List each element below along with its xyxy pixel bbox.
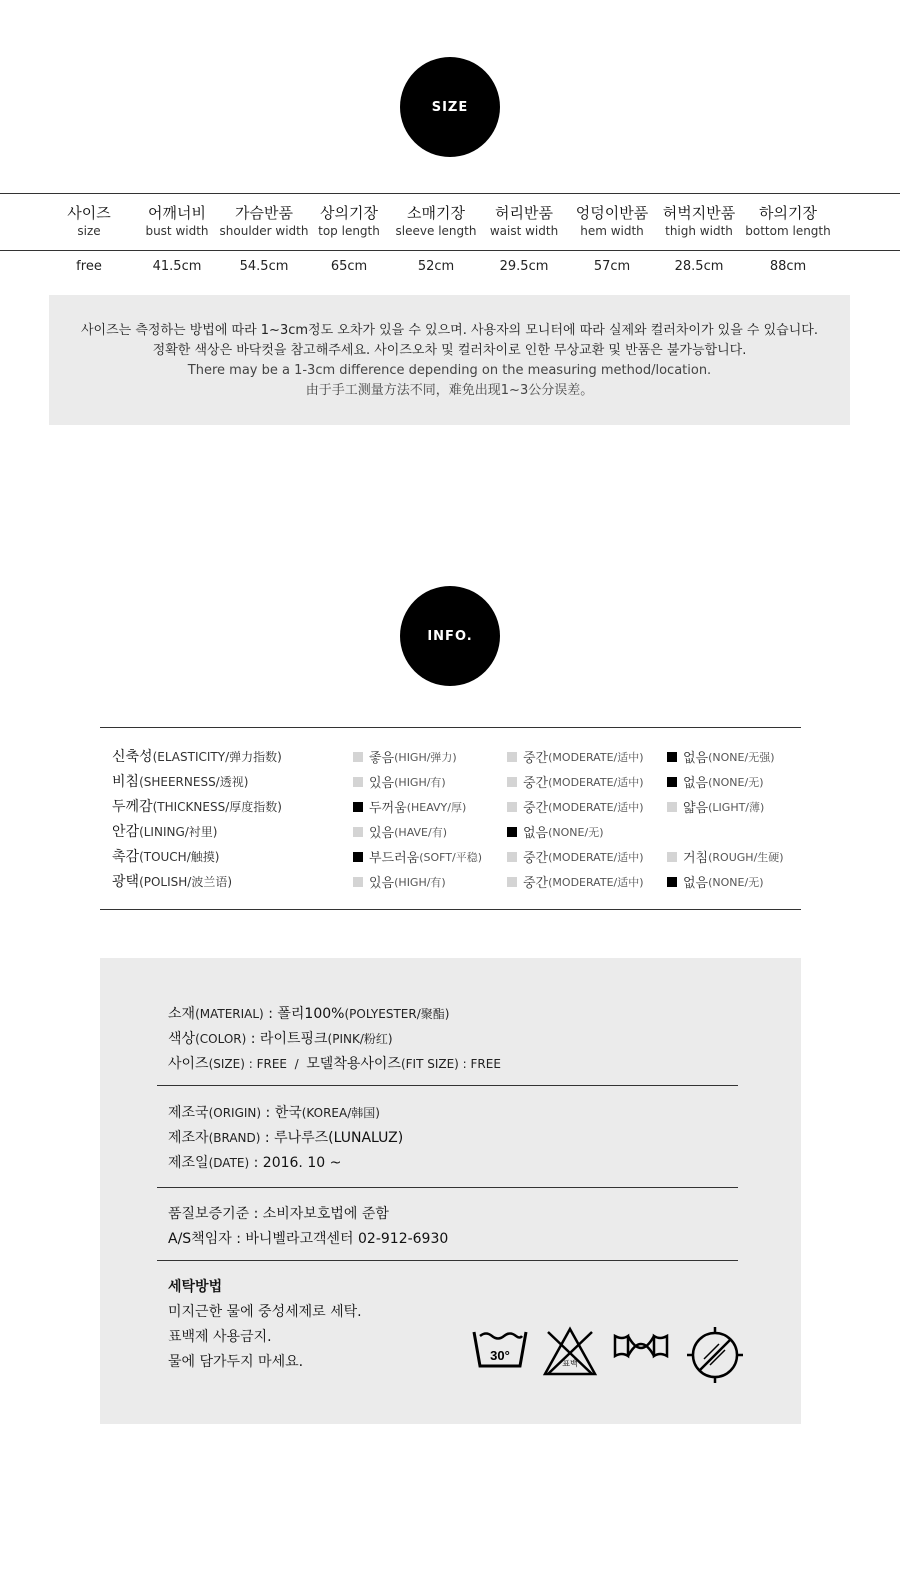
wash-line-1: 미지근한 물에 중성세제로 세탁. bbox=[168, 1304, 362, 1320]
option-ko: 좋음 bbox=[369, 751, 395, 766]
size-label-en: (SIZE) : FREE / bbox=[208, 1057, 307, 1071]
details-divider-2 bbox=[157, 1187, 738, 1188]
option-ko: 중간 bbox=[523, 751, 549, 766]
wash-title: 세탁방법 bbox=[168, 1279, 223, 1295]
size-header-cell bbox=[318, 203, 380, 239]
info-label-ko: 안감 bbox=[112, 824, 140, 840]
info-label-en: (LINING/衬里) bbox=[139, 825, 218, 839]
info-row bbox=[100, 846, 801, 871]
option-en: (MODERATE/适中) bbox=[548, 750, 644, 764]
option-ko: 얇음 bbox=[683, 801, 709, 816]
size-header-en: size bbox=[77, 224, 101, 238]
info-label-ko: 촉감 bbox=[112, 849, 140, 865]
origin-line bbox=[168, 1101, 403, 1126]
material-value-en: (POLYESTER/聚酯) bbox=[344, 1007, 450, 1021]
size-notice bbox=[49, 295, 850, 425]
size-header-cell bbox=[67, 203, 110, 239]
option-ko: 중간 bbox=[523, 876, 549, 891]
info-option bbox=[667, 797, 764, 816]
fit-label-en: (FIT SIZE) : FREE bbox=[400, 1057, 501, 1071]
option-en: (LIGHT/薄) bbox=[708, 800, 765, 814]
size-header-en: bottom length bbox=[745, 224, 831, 238]
info-option bbox=[507, 747, 644, 766]
size-header-en: thigh width bbox=[665, 224, 733, 238]
option-ko: 중간 bbox=[523, 801, 549, 816]
no-bleach-icon bbox=[542, 1326, 598, 1378]
info-option bbox=[507, 797, 644, 816]
size-header-cell bbox=[396, 203, 477, 239]
size-header-en: sleeve length bbox=[395, 224, 477, 238]
option-ko: 없음 bbox=[683, 876, 709, 891]
info-option bbox=[353, 822, 447, 841]
details-group-quality bbox=[168, 1202, 448, 1252]
info-option-checked bbox=[353, 847, 482, 866]
option-en: (SOFT/平稳) bbox=[419, 850, 483, 864]
details-group-origin bbox=[168, 1101, 403, 1176]
option-ko: 중간 bbox=[523, 851, 549, 866]
size-header-cell bbox=[490, 203, 558, 239]
unchecked-square-icon bbox=[507, 777, 517, 787]
size-header-ko: 상의기장 bbox=[320, 204, 378, 222]
material-line bbox=[168, 1002, 501, 1027]
size-value-cell: 29.5cm bbox=[499, 259, 549, 274]
size-header-ko: 가슴반품 bbox=[235, 204, 293, 222]
color-value: : 라이트핑크 bbox=[246, 1031, 328, 1047]
info-label-en: (SHEERNESS/透视) bbox=[139, 775, 249, 789]
info-label-ko: 두께감 bbox=[112, 799, 153, 815]
brand-value: : 루나루즈(LUNALUZ) bbox=[260, 1130, 404, 1146]
care-icons bbox=[472, 1326, 752, 1382]
checked-square-icon bbox=[353, 852, 363, 862]
unchecked-square-icon bbox=[507, 752, 517, 762]
wash-line-2: 표백제 사용금지. bbox=[168, 1329, 272, 1345]
option-en: (MODERATE/适中) bbox=[548, 850, 644, 864]
unchecked-square-icon bbox=[507, 877, 517, 887]
option-ko: 없음 bbox=[523, 826, 549, 841]
size-value-cell: 41.5cm bbox=[152, 259, 202, 274]
size-header-cell bbox=[220, 203, 309, 239]
option-en: (HIGH/有) bbox=[394, 775, 446, 789]
origin-label-en: (ORIGIN) bbox=[208, 1106, 262, 1120]
size-value-cell: 57cm bbox=[593, 259, 631, 274]
option-ko: 없음 bbox=[683, 751, 709, 766]
brand-label-en: (BRAND) bbox=[208, 1131, 261, 1145]
info-option bbox=[353, 747, 457, 766]
info-option bbox=[507, 772, 644, 791]
details-divider-1 bbox=[157, 1085, 738, 1086]
option-ko: 있음 bbox=[369, 776, 395, 791]
info-option-checked bbox=[507, 822, 603, 841]
color-label: 색상 bbox=[168, 1031, 196, 1047]
size-value-cell: 28.5cm bbox=[674, 259, 724, 274]
size-value-cell: 88cm bbox=[769, 259, 807, 274]
info-option bbox=[353, 872, 446, 891]
brand-line bbox=[168, 1126, 403, 1151]
size-header-en: bust width bbox=[145, 224, 209, 238]
unchecked-square-icon bbox=[667, 852, 677, 862]
option-en: (NONE/无) bbox=[708, 875, 764, 889]
info-label-en: (THICKNESS/厚度指数) bbox=[152, 800, 282, 814]
info-label-en: (TOUCH/触摸) bbox=[139, 850, 220, 864]
option-en: (NONE/无强) bbox=[708, 750, 775, 764]
option-en: (MODERATE/适中) bbox=[548, 800, 644, 814]
size-header-en: top length bbox=[318, 224, 380, 238]
option-ko: 없음 bbox=[683, 776, 709, 791]
option-en: (NONE/无) bbox=[708, 775, 764, 789]
info-badge: INFO. bbox=[400, 586, 500, 686]
color-label-en: (COLOR) bbox=[195, 1032, 247, 1046]
size-header-cell bbox=[663, 203, 735, 239]
fabric-info-table bbox=[100, 727, 801, 910]
info-label-en: (ELASTICITY/弹力指数) bbox=[152, 750, 282, 764]
option-en: (MODERATE/适中) bbox=[548, 875, 644, 889]
unchecked-square-icon bbox=[353, 827, 363, 837]
info-row bbox=[100, 796, 801, 821]
option-ko: 있음 bbox=[369, 876, 395, 891]
size-value-cell: 52cm bbox=[417, 259, 455, 274]
size-header-ko: 어깨너비 bbox=[148, 204, 206, 222]
info-row-label bbox=[112, 746, 282, 766]
option-en: (HIGH/有) bbox=[394, 875, 446, 889]
brand-label: 제조자 bbox=[168, 1130, 209, 1146]
option-en: (MODERATE/适中) bbox=[548, 775, 644, 789]
quality-line: 품질보증기준 : 소비자보호법에 준함 bbox=[168, 1206, 389, 1222]
size-header-cell bbox=[576, 203, 648, 239]
option-en: (HEAVY/厚) bbox=[406, 800, 467, 814]
checked-square-icon bbox=[667, 752, 677, 762]
unchecked-square-icon bbox=[353, 752, 363, 762]
material-label: 소재 bbox=[168, 1006, 196, 1022]
unchecked-square-icon bbox=[353, 877, 363, 887]
size-header-ko: 엉덩이반품 bbox=[575, 204, 649, 222]
notice-line-3: There may be a 1-3cm difference depending on the measuring method/location. bbox=[187, 363, 712, 378]
date-label-en: (DATE) bbox=[208, 1156, 250, 1170]
size-header-ko: 소매기장 bbox=[407, 204, 465, 222]
info-option-checked bbox=[667, 872, 763, 891]
option-en: (NONE/无) bbox=[548, 825, 604, 839]
info-option-checked bbox=[667, 747, 774, 766]
info-row-label bbox=[112, 871, 232, 891]
no-tumble-dry-icon bbox=[686, 1326, 744, 1384]
size-header-cell bbox=[145, 203, 208, 239]
size-header-en: shoulder width bbox=[219, 224, 309, 238]
checked-square-icon bbox=[667, 877, 677, 887]
unchecked-square-icon bbox=[507, 852, 517, 862]
info-row bbox=[100, 821, 801, 846]
date-line bbox=[168, 1151, 403, 1176]
size-header-en: hem width bbox=[580, 224, 644, 238]
bleach-text: 표백 bbox=[562, 1359, 578, 1368]
option-ko: 두꺼움 bbox=[369, 801, 407, 816]
option-ko: 부드러움 bbox=[369, 851, 420, 866]
checked-square-icon bbox=[353, 802, 363, 812]
date-label: 제조일 bbox=[168, 1155, 209, 1171]
unchecked-square-icon bbox=[353, 777, 363, 787]
fit-label: 모델착용사이즈 bbox=[306, 1056, 401, 1072]
size-value-cell: free bbox=[76, 259, 102, 274]
size-table bbox=[0, 193, 900, 274]
wash-30-icon bbox=[472, 1326, 528, 1374]
size-header-ko: 사이즈 bbox=[67, 204, 111, 222]
color-line bbox=[168, 1027, 501, 1052]
info-row bbox=[100, 746, 801, 771]
notice-line-4: 由于手工测量方法不同，难免出现1~3公分误差。 bbox=[305, 383, 594, 398]
details-group-material bbox=[168, 1002, 501, 1077]
checked-square-icon bbox=[667, 777, 677, 787]
info-label-en: (POLISH/波兰语) bbox=[139, 875, 233, 889]
unchecked-square-icon bbox=[507, 802, 517, 812]
info-option bbox=[667, 847, 784, 866]
option-en: (ROUGH/生硬) bbox=[708, 850, 784, 864]
info-row-label bbox=[112, 821, 218, 841]
info-label-ko: 광택 bbox=[112, 874, 140, 890]
notice-line-1: 사이즈는 측정하는 방법에 따라 1~3cm정도 오차가 있을 수 있으며. 사용자의 모니터에 따라 실제와 컬러차이가 있을 수 있습니다. bbox=[81, 323, 818, 338]
info-label-ko: 비침 bbox=[112, 774, 140, 790]
info-option-checked bbox=[667, 772, 763, 791]
info-row bbox=[100, 871, 801, 896]
wash-temp-text: 30° bbox=[490, 1348, 510, 1363]
option-ko: 있음 bbox=[369, 826, 395, 841]
size-value-cell: 54.5cm bbox=[239, 259, 289, 274]
size-value-cell: 65cm bbox=[330, 259, 368, 274]
size-header-ko: 하의기장 bbox=[759, 204, 817, 222]
info-option bbox=[507, 847, 644, 866]
material-value: : 폴리100% bbox=[263, 1006, 345, 1022]
option-en: (HAVE/有) bbox=[394, 825, 447, 839]
info-row-label bbox=[112, 771, 248, 791]
details-group-washing bbox=[168, 1275, 362, 1375]
size-header-ko: 허벅지반품 bbox=[662, 204, 736, 222]
no-wring-icon bbox=[612, 1326, 670, 1366]
details-divider-3 bbox=[157, 1260, 738, 1261]
option-en: (HIGH/弹力) bbox=[394, 750, 457, 764]
info-row-label bbox=[112, 796, 282, 816]
date-value: : 2016. 10 ~ bbox=[249, 1155, 342, 1171]
option-ko: 거침 bbox=[683, 851, 709, 866]
color-value-en: (PINK/粉红) bbox=[327, 1032, 393, 1046]
origin-value: : 한국 bbox=[261, 1105, 302, 1121]
size-header-cell bbox=[745, 203, 830, 239]
info-option bbox=[353, 772, 446, 791]
material-label-en: (MATERIAL) bbox=[195, 1007, 264, 1021]
size-header-ko: 허리반품 bbox=[495, 204, 553, 222]
origin-value-en: (KOREA/韩国) bbox=[301, 1106, 380, 1120]
size-badge: SIZE bbox=[400, 57, 500, 157]
wash-line-3: 물에 담가두지 마세요. bbox=[168, 1354, 304, 1370]
info-row bbox=[100, 771, 801, 796]
unchecked-square-icon bbox=[667, 802, 677, 812]
product-details bbox=[100, 958, 801, 1424]
option-ko: 중간 bbox=[523, 776, 549, 791]
origin-label: 제조국 bbox=[168, 1105, 209, 1121]
info-option-checked bbox=[353, 797, 466, 816]
notice-line-2: 정확한 색상은 바닥컷을 참고해주세요. 사이즈오차 및 컬러차이로 인한 무상교환 및 반품은 불가능합니다. bbox=[152, 343, 747, 358]
info-option bbox=[507, 872, 644, 891]
info-row-label bbox=[112, 846, 219, 866]
info-label-ko: 신축성 bbox=[112, 749, 153, 765]
checked-square-icon bbox=[507, 827, 517, 837]
size-header-en: waist width bbox=[489, 224, 559, 238]
as-line: A/S책임자 : 바니벨라고객센터 02-912-6930 bbox=[168, 1231, 449, 1247]
size-label: 사이즈 bbox=[168, 1056, 209, 1072]
size-line bbox=[168, 1052, 501, 1077]
